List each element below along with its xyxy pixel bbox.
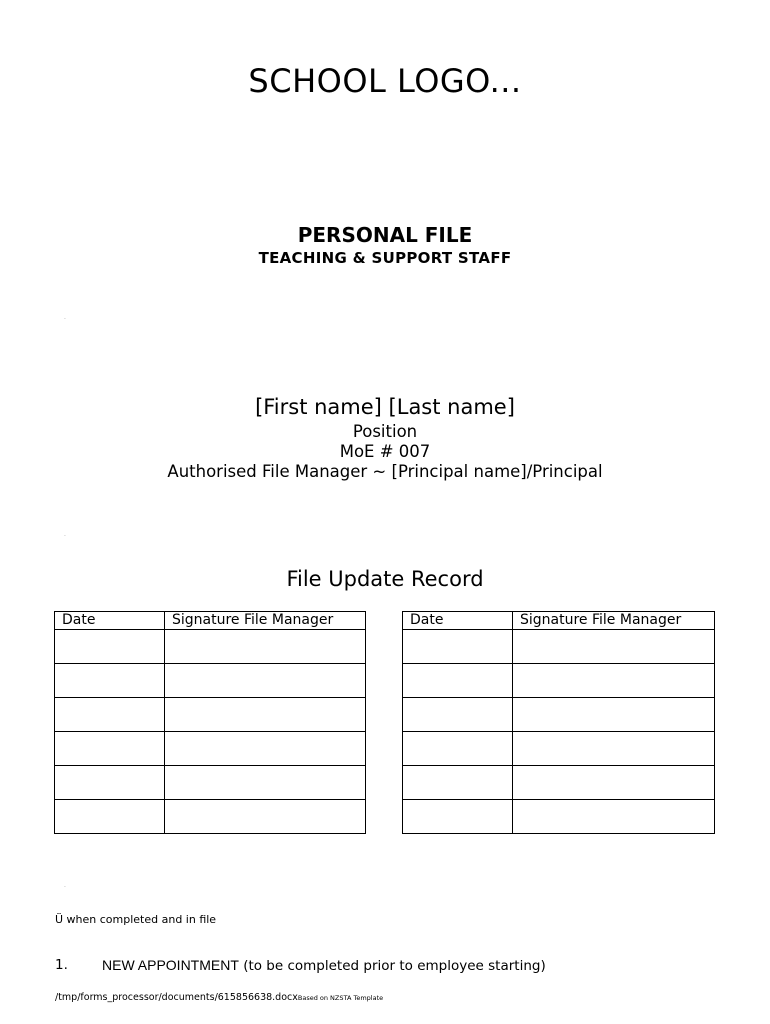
column-header-date: Date xyxy=(403,612,513,630)
column-header-signature: Signature File Manager xyxy=(513,612,715,630)
table-row xyxy=(403,664,715,698)
signature-cell[interactable] xyxy=(513,732,715,766)
table-row xyxy=(55,732,366,766)
signature-cell[interactable] xyxy=(165,664,366,698)
footer-template: Based on NZSTA Template xyxy=(297,994,384,1002)
date-cell[interactable] xyxy=(55,800,165,834)
table-row xyxy=(55,630,366,664)
column-header-signature: Signature File Manager xyxy=(165,612,366,630)
signature-cell[interactable] xyxy=(513,766,715,800)
spacer-dot: · xyxy=(64,316,66,323)
date-cell[interactable] xyxy=(55,766,165,800)
date-cell[interactable] xyxy=(403,698,513,732)
signature-cell[interactable] xyxy=(165,766,366,800)
date-cell[interactable] xyxy=(403,800,513,834)
table-row xyxy=(55,766,366,800)
signature-cell[interactable] xyxy=(513,664,715,698)
footer-path: /tmp/forms_processor/documents/615856638.docx xyxy=(55,992,298,1003)
signature-cell[interactable] xyxy=(165,732,366,766)
section-number: 1. xyxy=(55,957,68,973)
employee-name: [First name] [Last name] xyxy=(255,395,515,419)
date-cell[interactable] xyxy=(55,698,165,732)
date-cell[interactable] xyxy=(55,630,165,664)
school-logo-placeholder: SCHOOL LOGO... xyxy=(248,62,522,100)
file-update-record-heading: File Update Record xyxy=(286,567,484,591)
date-cell[interactable] xyxy=(55,664,165,698)
date-cell[interactable] xyxy=(403,664,513,698)
signature-cell[interactable] xyxy=(513,800,715,834)
signature-cell[interactable] xyxy=(165,800,366,834)
date-cell[interactable] xyxy=(403,766,513,800)
spacer-dot: · xyxy=(64,533,66,540)
table-row xyxy=(55,664,366,698)
employee-position: Position xyxy=(352,422,418,441)
file-update-table-left xyxy=(54,611,366,834)
tick-note: Ü when completed and in file xyxy=(55,913,217,926)
spacer-dot: · xyxy=(64,884,66,891)
signature-cell[interactable] xyxy=(513,630,715,664)
table-row xyxy=(403,698,715,732)
file-update-table-right xyxy=(402,611,715,834)
document-footer xyxy=(55,992,383,1003)
signature-cell[interactable] xyxy=(165,630,366,664)
date-cell[interactable] xyxy=(403,630,513,664)
signature-cell[interactable] xyxy=(513,698,715,732)
table-row xyxy=(55,800,366,834)
section-heading xyxy=(102,957,546,974)
table-row xyxy=(55,698,366,732)
date-cell[interactable] xyxy=(403,732,513,766)
document-subtitle: TEACHING & SUPPORT STAFF xyxy=(258,249,512,267)
file-manager: Authorised File Manager ~ [Principal name]/Principal xyxy=(167,462,603,481)
section-lead: NEW APPOINTMENT xyxy=(102,957,239,973)
moe-number: MoE # 007 xyxy=(339,442,431,461)
table-row xyxy=(403,732,715,766)
document-title: PERSONAL FILE xyxy=(297,223,473,247)
table-row xyxy=(403,766,715,800)
table-row xyxy=(403,800,715,834)
table-row xyxy=(403,630,715,664)
date-cell[interactable] xyxy=(55,732,165,766)
signature-cell[interactable] xyxy=(165,698,366,732)
section-rest: (to be completed prior to employee starting) xyxy=(238,958,546,974)
column-header-date: Date xyxy=(55,612,165,630)
